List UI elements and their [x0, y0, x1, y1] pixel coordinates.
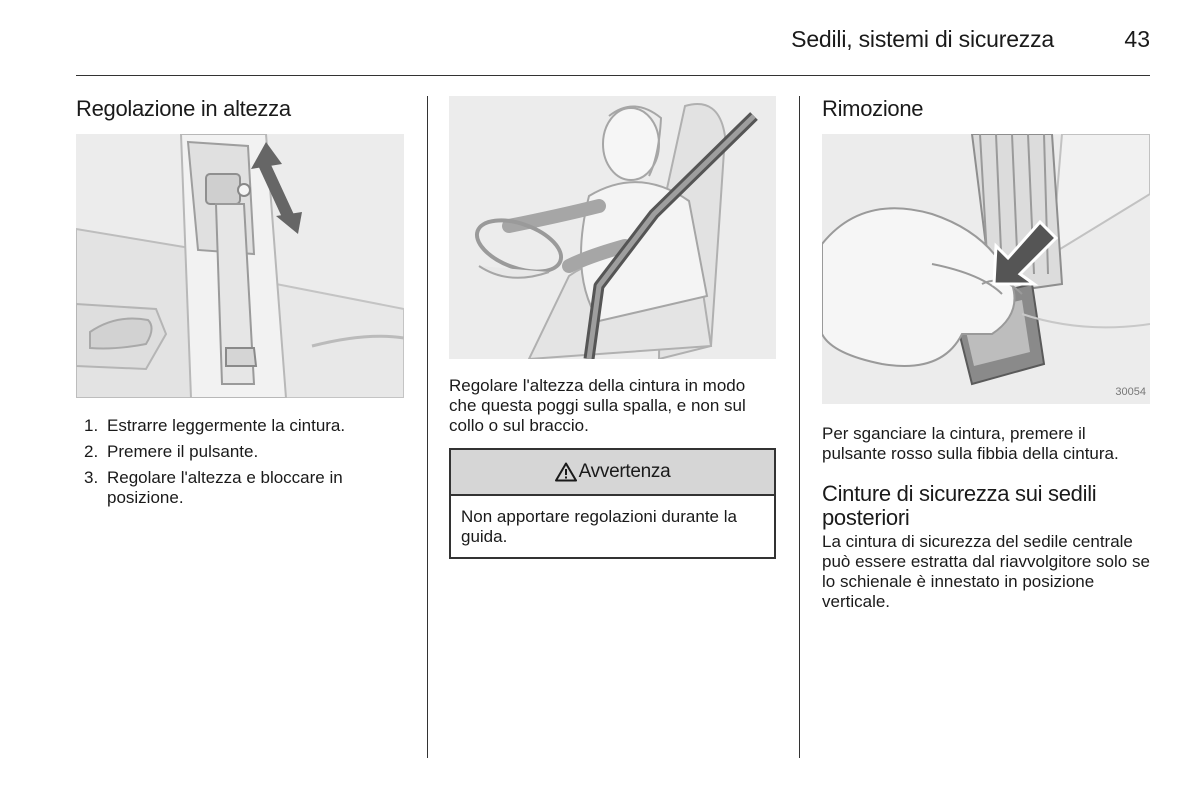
instruction-paragraph: Regolare l'altezza della cintura in modo che questa poggi sulla spalla, e non sul collo o sul braccio. [449, 376, 746, 435]
warning-title: Avvertenza [578, 461, 671, 482]
step-text: Estrarre leggermente la cintura. [107, 416, 346, 435]
header-title: Sedili, sistemi di sicurezza [791, 26, 1054, 52]
list-item [76, 416, 404, 436]
header-rule [76, 75, 1150, 76]
warning-triangle-icon [555, 462, 577, 482]
column-height-adjustment [76, 96, 404, 514]
warning-box [449, 448, 776, 559]
list-item [76, 442, 404, 462]
driver-belt-illustration [449, 96, 776, 359]
rear-seat-paragraph: La cintura di sicurezza del sedile centrale può essere estratta dal riavvolgitore solo se lo schienale è innestato in posizione verticale. [822, 532, 1150, 611]
belt-height-illustration [76, 134, 404, 398]
removal-paragraph: Per sganciare la cintura, premere il pulsante rosso sulla fibbia della cintura. [822, 424, 1119, 463]
step-number: 3. [84, 468, 99, 487]
step-text: Premere il pulsante. [107, 442, 259, 461]
step-number: 2. [84, 442, 99, 461]
buckle-release-illustration [822, 134, 1150, 404]
buckle-figure [822, 134, 1150, 404]
column-belt-position [449, 96, 776, 559]
step-text: Regolare l'altezza e bloccare in posizione. [107, 468, 343, 507]
warning-header [451, 450, 774, 496]
page-number: 43 [1124, 26, 1150, 52]
figure-code: 30054 [1115, 386, 1146, 398]
list-item [76, 468, 404, 508]
column-divider [799, 96, 800, 758]
subsection-heading: Cinture di sicurezza sui sedili posteriori [822, 481, 1097, 530]
step-number: 1. [84, 416, 99, 435]
column-removal [822, 96, 1150, 612]
section-heading: Rimozione [822, 96, 924, 121]
section-heading: Regolazione in altezza [76, 96, 291, 121]
warning-text: Non apportare regolazioni durante la guida. [461, 507, 737, 546]
steps-list [76, 416, 404, 508]
column-divider [427, 96, 428, 758]
